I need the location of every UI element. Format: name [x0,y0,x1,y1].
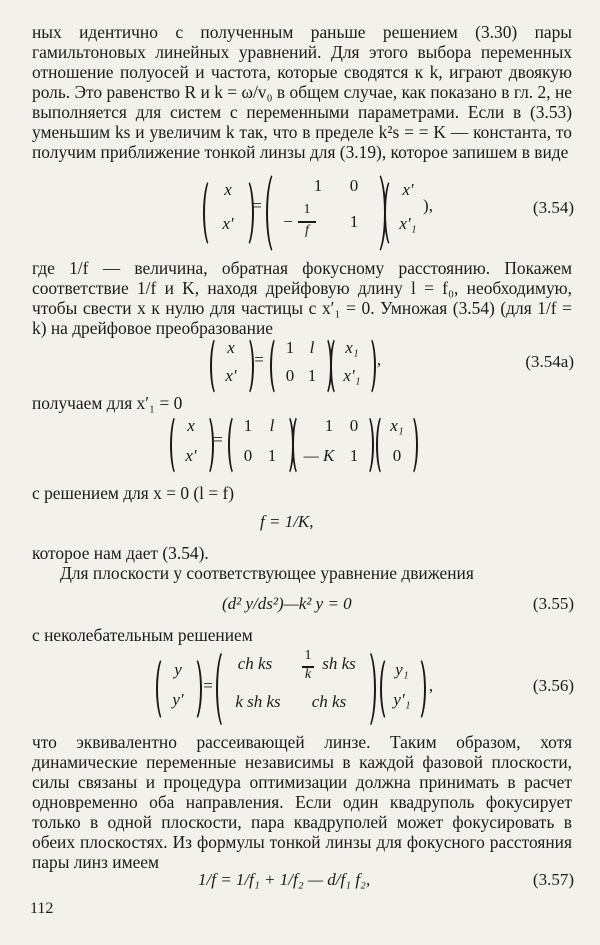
equation-3-55: (d² y/ds²)—k² y = 0 [222,594,352,613]
equation-number-3-55: (3.55) [532,594,574,613]
paragraph-2: где 1/f — величина, обратная фокусному расстоянию. Покажем соответствие 1/f и K, находя дрейфовую длину l = f₀, необходимую, чтобы свести x к нулю для частицы с x′₁ = 0. Умножая (3.54) (для 1/f = k) на дрейфовое преобразование [32,258,572,338]
line-gives: которое нам дает (3.54). [32,543,209,563]
equation-number-3-57: (3.57) [532,870,574,889]
line-poluchaem: получаем для x′₁ = 0 [32,393,183,413]
paragraph-4: что эквивалентно рассеивающей линзе. Таким образом, хотя динамические переменные независимы в каждой фазовой плоскости, силы связаны и процедура оптимизации должна принимать в расчет одновременно оба направления. Если один квадруполь фокусирует только в одной плоскости, пара квадруполей может фокусировать в обеих плоскостях. Из формулы тонкой линзы для фокусного расстояния пары линз имеем [32,732,572,872]
equation-3-57: 1/f = 1/f₁ + 1/f₂ — d/f₁ f₂, [198,870,371,889]
equation-number-3-56: (3.56) [532,676,574,695]
equation-number-3-54a: (3.54a) [525,352,574,371]
equation-number-3-54: (3.54) [532,198,574,217]
paragraph-1: ных идентично с полученным раньше решением (3.30) пары гамильтоновых линейных уравнений. Для этого выбора переменных отношение полуосей и частота, которые сводятся к k, играют двоякую роль. Это равенство R и k = ω/v₀ в общем случае, как показано в гл. 2, не выполняется для систем с переменными параметрами. Если в (3.53) уменьшим ks и увеличим k так, что в пределе k²s = = K — константа, то получим приближение тонкой линзы для (3.19), которое запишем в виде [32,22,572,162]
paragraph-3: Для плоскости y соответствующее уравнение движения [60,563,474,583]
page-number: 112 [30,900,54,917]
book-page: ных идентично с полученным раньше решением (3.30) пары гамильтоновых линейных уравнений. Для этого выбора переменных отношение полуосей и частота, которые сводятся к k, играют двоякую роль. Это равенство R и k = ω/v₀ в общем случае, как показано в гл. 2, не выполняется для систем с переменными параметрами. Если в (3.53) уменьшим ks и увеличим k так, что в пределе k²s = = K — константа, то получим приближение тонкой линзы для (3.19), которое запишем в виде x x′ = 1 0 − 1 f 1 x′ x′₁ ), (3.54) где 1/f — величина, обратная фокусному расстоянию. Покажем соответствие 1/f и K, находя дрейфовую длину l = f₀, необходимую, чтобы свести x к нулю для частицы с x′₁ = 0. Умножая (3.54) (для 1/f = k) на дрейфовое преобразование x x′ = 1 l 0 1 x₁ x′₁ , (3.54a) получаем для x′₁ = 0 x x′ = 1 l 0 1 1 0 — K 1 x₁ 0 с решением для x = 0 (l = f) f = 1/K, которое нам дает (3.54). Для плоскости y соответствующее уравнение движения (d² y/ds²)—k² y = 0 (3.55) с неколебательным решением y y′ = ch ks 1 k sh ks k sh ks ch ks y₁ y′₁ , (3.56) что эквивалентно рассеивающей линзе. Таким образом, хотя динамические переменные независимы в каждой фазовой плоскости, силы связаны и процедура оптимизации должна принимать в расчет одновременно оба направления. Если один квадруполь фокусирует только в одной плоскости, пара квадруполей может фокусировать в обеих плоскостях. Из формулы тонкой линзы для фокусного расстояния пары линз имеем 1/f = 1/f₁ + 1/f₂ — d/f₁ f₂, (3.57) 112 [30,22,574,917]
line-nonoscillating: с неколебательным решением [32,625,253,645]
equation-f: f = 1/K, [260,512,314,531]
line-solution: с решением для x = 0 (l = f) [32,483,235,503]
